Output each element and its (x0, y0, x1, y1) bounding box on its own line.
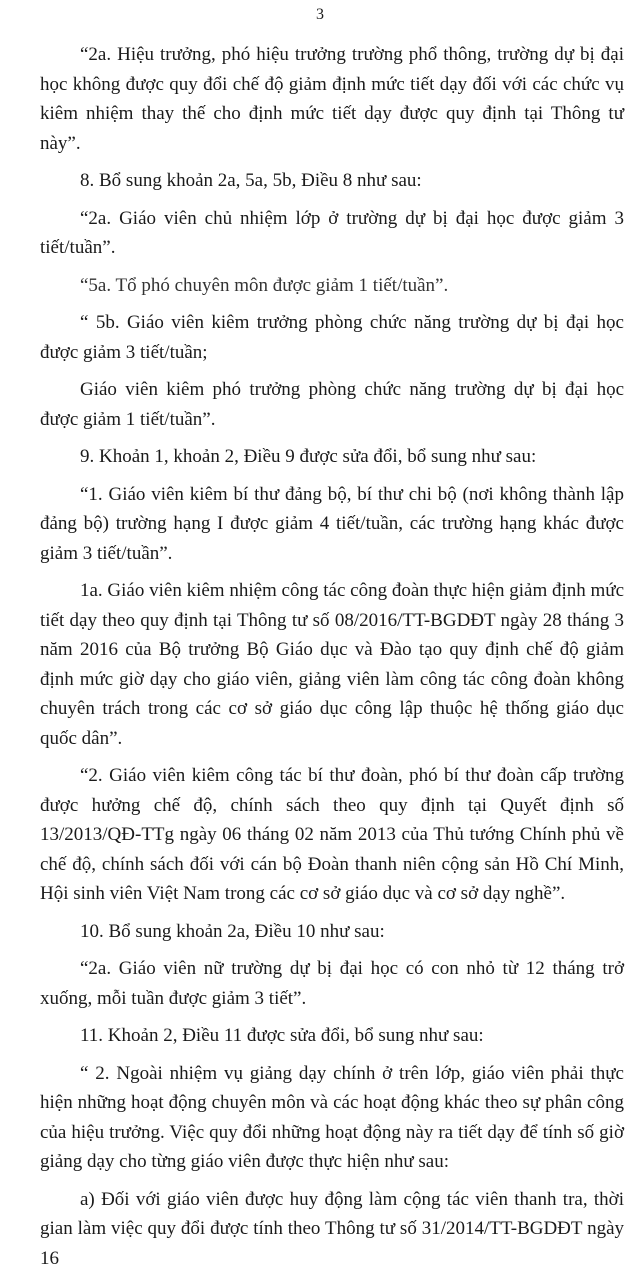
document-body (40, 40, 624, 1281)
paragraph-10-2a: “2a. Giáo viên nữ trường dự bị đại học có con nhỏ từ 12 tháng trở xuống, mỗi tuần được giảm 3 tiết”. (40, 958, 624, 1009)
paragraph-11-2a: a) Đối với giáo viên được huy động làm cộng tác viên thanh tra, thời gian làm việc quy đổi được tính theo Thông tư số 31/2014/TT-BGDĐT ngày 16 (40, 1188, 624, 1269)
paragraph-9-1: “1. Giáo viên kiêm bí thư đảng bộ, bí thư chi bộ (nơi không thành lập đảng bộ) trường hạng I được giảm 4 tiết/tuần, các trường hạng khác được giảm 3 tiết/tuần”. (40, 483, 624, 564)
paragraph-item-8: 8. Bổ sung khoản 2a, 5a, 5b, Điều 8 như sau: (80, 170, 422, 191)
paragraph-9-2: “2. Giáo viên kiêm công tác bí thư đoàn, phó bí thư đoàn cấp trường được hưởng chế độ, chính sách theo quy định tại Quyết định số 13/2013/QĐ-TTg ngày 06 tháng 02 năm 2013 của Thủ tướng Chính phủ về chế độ, chính sách đối với cán bộ Đoàn thanh niên cộng sản Hồ Chí Minh, Hội sinh viên Việt Nam trong các cơ sở giáo dục và cơ sở dạy nghề”. (40, 765, 624, 904)
paragraph-deputy-head: Giáo viên kiêm phó trưởng phòng chức năng trường dự bị đại học được giảm 1 tiết/tuần”. (40, 379, 624, 430)
paragraph-9-1a: 1a. Giáo viên kiêm nhiệm công tác công đoàn thực hiện giảm định mức tiết dạy theo quy định tại Thông tư số 08/2016/TT-BGDĐT ngày 28 tháng 3 năm 2016 của Bộ trưởng Bộ Giáo dục và Đào tạo quy định chế độ giảm định mức giờ dạy cho giáo viên, giảng viên làm công tác công đoàn không chuyên trách trong các cơ sở giáo dục công lập thuộc hệ thống giáo dục quốc dân”. (40, 580, 625, 749)
paragraph-5a: “5a. Tổ phó chuyên môn được giảm 1 tiết/tuần”. (80, 274, 449, 296)
paragraph-11-2: “ 2. Ngoài nhiệm vụ giảng dạy chính ở trên lớp, giáo viên phải thực hiện những hoạt động chuyên môn và các hoạt động khác theo sự phân công của hiệu trưởng. Việc quy đổi những hoạt động này ra tiết dạy để tính số giờ giảng dạy cho từng giáo viên được thực hiện như sau: (40, 1062, 624, 1172)
paragraph-item-11: 11. Khoản 2, Điều 11 được sửa đổi, bổ sung như sau: (80, 1025, 484, 1046)
paragraph-5b: “ 5b. Giáo viên kiêm trưởng phòng chức năng trường dự bị đại học được giảm 3 tiết/tuần; (40, 312, 624, 363)
paragraph-item-9: 9. Khoản 1, khoản 2, Điều 9 được sửa đổi, bổ sung như sau: (80, 446, 537, 467)
paragraph-item-10: 10. Bổ sung khoản 2a, Điều 10 như sau: (80, 920, 385, 942)
paragraph-2a-principal: “2a. Hiệu trưởng, phó hiệu trưởng trường phổ thông, trường dự bị đại học không được quy đổi chế độ giảm định mức tiết dạy đối với các chức vụ kiêm nhiệm thay thế cho định mức tiết dạy được quy định tại Thông tư này”. (40, 44, 624, 154)
paragraph-2a-homeroom: “2a. Giáo viên chủ nhiệm lớp ở trường dự bị đại học được giảm 3 tiết/tuần”. (40, 207, 624, 258)
page-number: 3 (316, 6, 324, 23)
